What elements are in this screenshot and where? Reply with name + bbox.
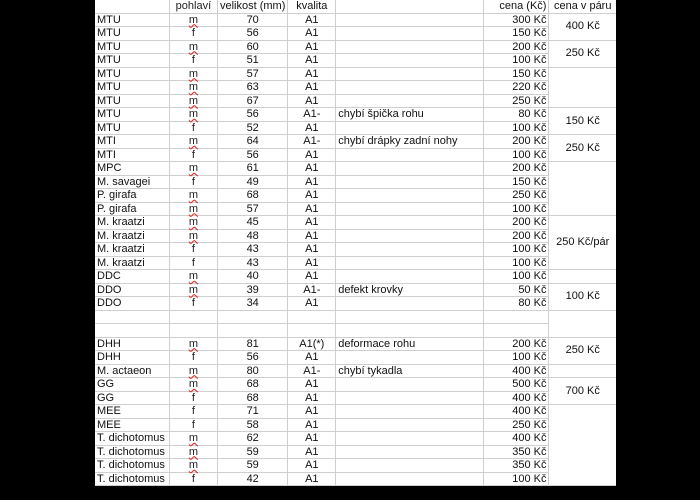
cell-pair-price[interactable]: 150 Kč (549, 108, 616, 135)
cell-note[interactable] (336, 54, 484, 68)
cell-note[interactable] (336, 175, 484, 189)
cell-sex[interactable]: f (169, 148, 217, 162)
cell-note[interactable] (336, 405, 484, 419)
cell-quality[interactable]: A1 (288, 67, 336, 81)
cell-price[interactable]: 200 Kč (483, 337, 549, 351)
table-row (95, 243, 616, 257)
cell-price[interactable]: 80 Kč (483, 108, 549, 122)
cell-quality[interactable]: A1 (288, 351, 336, 365)
cell-sex[interactable]: m (169, 189, 217, 203)
cell-price[interactable] (483, 310, 549, 324)
cell-sex[interactable]: m (169, 283, 217, 297)
cell-price[interactable]: 250 Kč (483, 94, 549, 108)
cell-size[interactable]: 80 (218, 364, 288, 378)
table-row (95, 364, 616, 378)
cell-name[interactable]: M. kraatzi (95, 243, 169, 257)
cell-name[interactable]: MTU (95, 108, 169, 122)
table-row (95, 40, 616, 54)
cell-name[interactable]: T. dichotomus (95, 432, 169, 446)
cell-sex[interactable]: f (169, 391, 217, 405)
table-row (95, 297, 616, 311)
cell-price[interactable]: 400 Kč (483, 364, 549, 378)
cell-price[interactable]: 350 Kč (483, 445, 549, 459)
cell-pair-price[interactable] (549, 270, 616, 284)
table-row (95, 54, 616, 68)
cell-quality[interactable]: A1 (288, 378, 336, 392)
header-price[interactable]: cena (Kč) (483, 0, 549, 13)
cell-quality[interactable]: A1 (288, 27, 336, 41)
cell-note[interactable] (336, 445, 484, 459)
cell-pair-price[interactable]: 700 Kč (549, 378, 616, 405)
cell-quality[interactable] (288, 324, 336, 338)
header-note[interactable] (336, 0, 484, 13)
cell-size[interactable] (218, 310, 288, 324)
cell-quality[interactable]: A1 (288, 229, 336, 243)
table-row (95, 67, 616, 81)
cell-note[interactable] (336, 13, 484, 27)
cell-pair-price[interactable] (549, 67, 616, 108)
cell-note[interactable] (336, 256, 484, 270)
cell-quality[interactable] (288, 310, 336, 324)
cell-name[interactable]: GG (95, 391, 169, 405)
cell-note[interactable] (336, 378, 484, 392)
cell-size[interactable]: 56 (218, 27, 288, 41)
cell-sex[interactable]: m (169, 135, 217, 149)
cell-size[interactable]: 60 (218, 40, 288, 54)
cell-name[interactable]: MTU (95, 13, 169, 27)
cell-note[interactable] (336, 243, 484, 257)
cell-sex[interactable] (169, 324, 217, 338)
cell-note[interactable]: deformace rohu (336, 337, 484, 351)
table-row (95, 310, 616, 324)
cell-sex[interactable]: m (169, 67, 217, 81)
cell-sex[interactable]: m (169, 432, 217, 446)
header-sex[interactable]: pohlaví (169, 0, 217, 13)
cell-name[interactable]: MTU (95, 27, 169, 41)
cell-price[interactable]: 220 Kč (483, 81, 549, 95)
cell-sex[interactable]: m (169, 40, 217, 54)
table-row (95, 283, 616, 297)
cell-sex[interactable]: f (169, 472, 217, 486)
cell-sex[interactable]: m (169, 229, 217, 243)
table-row (95, 216, 616, 230)
cell-size[interactable]: 51 (218, 54, 288, 68)
cell-quality[interactable]: A1- (288, 364, 336, 378)
cell-quality[interactable]: A1 (288, 297, 336, 311)
cell-sex[interactable]: m (169, 108, 217, 122)
table-row (95, 135, 616, 149)
price-table (95, 0, 616, 486)
cell-price[interactable]: 250 Kč (483, 418, 549, 432)
cell-size[interactable]: 68 (218, 378, 288, 392)
cell-size[interactable]: 52 (218, 121, 288, 135)
cell-note[interactable] (336, 189, 484, 203)
cell-note[interactable] (336, 459, 484, 473)
cell-sex[interactable]: f (169, 27, 217, 41)
cell-note[interactable]: chybí špička rohu (336, 108, 484, 122)
cell-sex[interactable]: m (169, 216, 217, 230)
cell-pair-price[interactable]: 250 Kč/pár (549, 216, 616, 270)
cell-price[interactable]: 150 Kč (483, 27, 549, 41)
cell-quality[interactable]: A1 (288, 432, 336, 446)
cell-note[interactable] (336, 27, 484, 41)
cell-size[interactable]: 58 (218, 418, 288, 432)
cell-price[interactable]: 100 Kč (483, 121, 549, 135)
cell-name[interactable]: DDC (95, 270, 169, 284)
cell-name[interactable]: T. dichotomus (95, 445, 169, 459)
cell-name[interactable]: MTU (95, 94, 169, 108)
table-row (95, 391, 616, 405)
header-quality[interactable]: kvalita (288, 0, 336, 13)
table-row (95, 445, 616, 459)
cell-note[interactable] (336, 229, 484, 243)
cell-name[interactable]: P. girafa (95, 189, 169, 203)
cell-price[interactable]: 100 Kč (483, 256, 549, 270)
cell-sex[interactable]: f (169, 175, 217, 189)
table-row (95, 121, 616, 135)
cell-size[interactable]: 49 (218, 175, 288, 189)
cell-sex[interactable]: f (169, 351, 217, 365)
cell-pair-price[interactable]: 250 Kč (549, 40, 616, 67)
cell-note[interactable] (336, 162, 484, 176)
cell-name[interactable]: MEE (95, 405, 169, 419)
table-row (95, 324, 616, 338)
cell-quality[interactable]: A1(*) (288, 337, 336, 351)
cell-price[interactable]: 100 Kč (483, 270, 549, 284)
cell-note[interactable] (336, 472, 484, 486)
cell-sex[interactable]: f (169, 418, 217, 432)
cell-pair-price[interactable]: 100 Kč (549, 283, 616, 310)
cell-name[interactable]: MTI (95, 148, 169, 162)
cell-name[interactable]: MPC (95, 162, 169, 176)
cell-size[interactable]: 48 (218, 229, 288, 243)
cell-price[interactable]: 80 Kč (483, 297, 549, 311)
cell-quality[interactable]: A1- (288, 283, 336, 297)
cell-quality[interactable]: A1 (288, 445, 336, 459)
cell-size[interactable]: 40 (218, 270, 288, 284)
cell-name[interactable]: T. dichotomus (95, 472, 169, 486)
cell-size[interactable]: 62 (218, 432, 288, 446)
cell-name[interactable]: M. kraatzi (95, 229, 169, 243)
cell-quality[interactable]: A1 (288, 94, 336, 108)
table-row (95, 472, 616, 486)
cell-name[interactable]: M. kraatzi (95, 216, 169, 230)
cell-quality[interactable]: A1 (288, 175, 336, 189)
cell-price[interactable]: 100 Kč (483, 472, 549, 486)
cell-price[interactable]: 400 Kč (483, 391, 549, 405)
cell-name[interactable]: MTU (95, 81, 169, 95)
cell-quality[interactable]: A1 (288, 405, 336, 419)
cell-note[interactable]: chybí tykadla (336, 364, 484, 378)
cell-quality[interactable]: A1 (288, 13, 336, 27)
table-row (95, 189, 616, 203)
cell-pair-price[interactable]: 250 Kč (549, 337, 616, 364)
cell-price[interactable]: 200 Kč (483, 162, 549, 176)
table-row (95, 459, 616, 473)
cell-quality[interactable]: A1 (288, 270, 336, 284)
cell-sex[interactable]: m (169, 94, 217, 108)
table-row (95, 256, 616, 270)
table-row (95, 162, 616, 176)
cell-size[interactable]: 42 (218, 472, 288, 486)
cell-size[interactable]: 63 (218, 81, 288, 95)
cell-price[interactable]: 200 Kč (483, 40, 549, 54)
cell-size[interactable]: 67 (218, 94, 288, 108)
header-name[interactable] (95, 0, 169, 13)
cell-price[interactable] (483, 324, 549, 338)
cell-note[interactable] (336, 148, 484, 162)
header-pair-price[interactable]: cena v páru (549, 0, 616, 13)
cell-price[interactable]: 350 Kč (483, 459, 549, 473)
cell-price[interactable]: 200 Kč (483, 135, 549, 149)
table-row (95, 405, 616, 419)
cell-note[interactable] (336, 432, 484, 446)
cell-quality[interactable]: A1 (288, 459, 336, 473)
cell-price[interactable]: 300 Kč (483, 13, 549, 27)
cell-size[interactable]: 39 (218, 283, 288, 297)
table-row (95, 108, 616, 122)
cell-sex[interactable]: f (169, 256, 217, 270)
cell-size[interactable]: 57 (218, 202, 288, 216)
cell-size[interactable]: 43 (218, 243, 288, 257)
cell-name[interactable]: MTU (95, 40, 169, 54)
cell-name[interactable]: DHH (95, 337, 169, 351)
cell-name[interactable]: MTI (95, 135, 169, 149)
cell-size[interactable]: 68 (218, 189, 288, 203)
cell-quality[interactable]: A1 (288, 256, 336, 270)
cell-name[interactable]: M. kraatzi (95, 256, 169, 270)
cell-note[interactable] (336, 40, 484, 54)
cell-name[interactable]: MTU (95, 121, 169, 135)
cell-pair-price[interactable] (549, 364, 616, 378)
cell-name[interactable] (95, 310, 169, 324)
cell-price[interactable]: 50 Kč (483, 283, 549, 297)
cell-sex[interactable]: m (169, 270, 217, 284)
cell-note[interactable] (336, 391, 484, 405)
cell-note[interactable] (336, 418, 484, 432)
cell-name[interactable] (95, 324, 169, 338)
cell-name[interactable]: DDO (95, 297, 169, 311)
table-row (95, 418, 616, 432)
cell-note[interactable] (336, 202, 484, 216)
cell-size[interactable]: 57 (218, 67, 288, 81)
cell-sex[interactable]: m (169, 445, 217, 459)
cell-note[interactable] (336, 121, 484, 135)
cell-sex[interactable]: m (169, 364, 217, 378)
cell-note[interactable] (336, 324, 484, 338)
cell-price[interactable]: 250 Kč (483, 189, 549, 203)
table-row (95, 94, 616, 108)
cell-price[interactable]: 500 Kč (483, 378, 549, 392)
table-row (95, 432, 616, 446)
cell-quality[interactable]: A1 (288, 202, 336, 216)
cell-size[interactable]: 34 (218, 297, 288, 311)
cell-sex[interactable]: m (169, 13, 217, 27)
cell-size[interactable]: 64 (218, 135, 288, 149)
cell-sex[interactable]: m (169, 81, 217, 95)
cell-price[interactable]: 200 Kč (483, 229, 549, 243)
cell-size[interactable]: 45 (218, 216, 288, 230)
cell-name[interactable]: T. dichotomus (95, 459, 169, 473)
header-size[interactable]: velikost (mm) (218, 0, 288, 13)
cell-size[interactable]: 56 (218, 148, 288, 162)
cell-quality[interactable]: A1 (288, 121, 336, 135)
cell-sex[interactable]: f (169, 243, 217, 257)
cell-name[interactable]: MEE (95, 418, 169, 432)
cell-name[interactable]: DHH (95, 351, 169, 365)
cell-size[interactable]: 81 (218, 337, 288, 351)
table-row (95, 81, 616, 95)
cell-sex[interactable] (169, 310, 217, 324)
cell-quality[interactable]: A1- (288, 108, 336, 122)
cell-size[interactable]: 56 (218, 108, 288, 122)
cell-size[interactable]: 59 (218, 459, 288, 473)
cell-size[interactable]: 70 (218, 13, 288, 27)
cell-name[interactable]: MTU (95, 54, 169, 68)
cell-name[interactable]: M. actaeon (95, 364, 169, 378)
table-row (95, 270, 616, 284)
cell-sex[interactable]: f (169, 121, 217, 135)
cell-quality[interactable]: A1 (288, 40, 336, 54)
cell-size[interactable]: 43 (218, 256, 288, 270)
cell-name[interactable]: M. savagei (95, 175, 169, 189)
cell-sex[interactable]: f (169, 297, 217, 311)
cell-note[interactable] (336, 81, 484, 95)
cell-price[interactable]: 100 Kč (483, 243, 549, 257)
cell-note[interactable] (336, 310, 484, 324)
cell-price[interactable]: 100 Kč (483, 54, 549, 68)
cell-quality[interactable]: A1 (288, 216, 336, 230)
cell-sex[interactable]: f (169, 54, 217, 68)
table-row (95, 175, 616, 189)
cell-size[interactable]: 71 (218, 405, 288, 419)
cell-sex[interactable]: m (169, 162, 217, 176)
cell-quality[interactable]: A1- (288, 135, 336, 149)
cell-note[interactable] (336, 216, 484, 230)
cell-quality[interactable]: A1 (288, 162, 336, 176)
table-row (95, 148, 616, 162)
cell-price[interactable]: 400 Kč (483, 432, 549, 446)
cell-price[interactable]: 400 Kč (483, 405, 549, 419)
cell-price[interactable]: 100 Kč (483, 202, 549, 216)
table-row (95, 337, 616, 351)
cell-price[interactable]: 150 Kč (483, 67, 549, 81)
cell-sex[interactable]: m (169, 337, 217, 351)
cell-quality[interactable]: A1 (288, 243, 336, 257)
cell-sex[interactable]: m (169, 378, 217, 392)
cell-note[interactable] (336, 351, 484, 365)
cell-quality[interactable]: A1 (288, 391, 336, 405)
table-row (95, 13, 616, 27)
cell-sex[interactable]: m (169, 202, 217, 216)
cell-pair-price[interactable] (549, 162, 616, 216)
cell-size[interactable] (218, 324, 288, 338)
cell-name[interactable]: DDO (95, 283, 169, 297)
cell-note[interactable] (336, 270, 484, 284)
cell-price[interactable]: 100 Kč (483, 148, 549, 162)
spreadsheet (95, 0, 616, 486)
cell-name[interactable]: MTU (95, 67, 169, 81)
cell-quality[interactable]: A1 (288, 418, 336, 432)
table-row (95, 229, 616, 243)
cell-quality[interactable]: A1 (288, 54, 336, 68)
cell-note[interactable]: chybí drápky zadní nohy (336, 135, 484, 149)
table-row (95, 351, 616, 365)
cell-quality[interactable]: A1 (288, 81, 336, 95)
cell-note[interactable] (336, 94, 484, 108)
cell-name[interactable]: P. girafa (95, 202, 169, 216)
cell-size[interactable]: 68 (218, 391, 288, 405)
cell-size[interactable]: 56 (218, 351, 288, 365)
cell-pair-price[interactable]: 250 Kč (549, 135, 616, 162)
cell-note[interactable] (336, 297, 484, 311)
table-row (95, 378, 616, 392)
cell-pair-price[interactable] (549, 405, 616, 486)
cell-note[interactable] (336, 67, 484, 81)
cell-sex[interactable]: m (169, 459, 217, 473)
cell-price[interactable]: 200 Kč (483, 216, 549, 230)
cell-name[interactable]: GG (95, 378, 169, 392)
cell-size[interactable]: 59 (218, 445, 288, 459)
cell-price[interactable]: 100 Kč (483, 351, 549, 365)
cell-size[interactable]: 61 (218, 162, 288, 176)
cell-note[interactable]: defekt krovky (336, 283, 484, 297)
table-row (95, 202, 616, 216)
cell-quality[interactable]: A1 (288, 472, 336, 486)
cell-quality[interactable]: A1 (288, 189, 336, 203)
cell-sex[interactable]: f (169, 405, 217, 419)
cell-pair-price[interactable]: 400 Kč (549, 13, 616, 40)
cell-quality[interactable]: A1 (288, 148, 336, 162)
table-row (95, 27, 616, 41)
cell-price[interactable]: 150 Kč (483, 175, 549, 189)
cell-pair-price[interactable] (549, 310, 616, 337)
header-row (95, 0, 616, 13)
